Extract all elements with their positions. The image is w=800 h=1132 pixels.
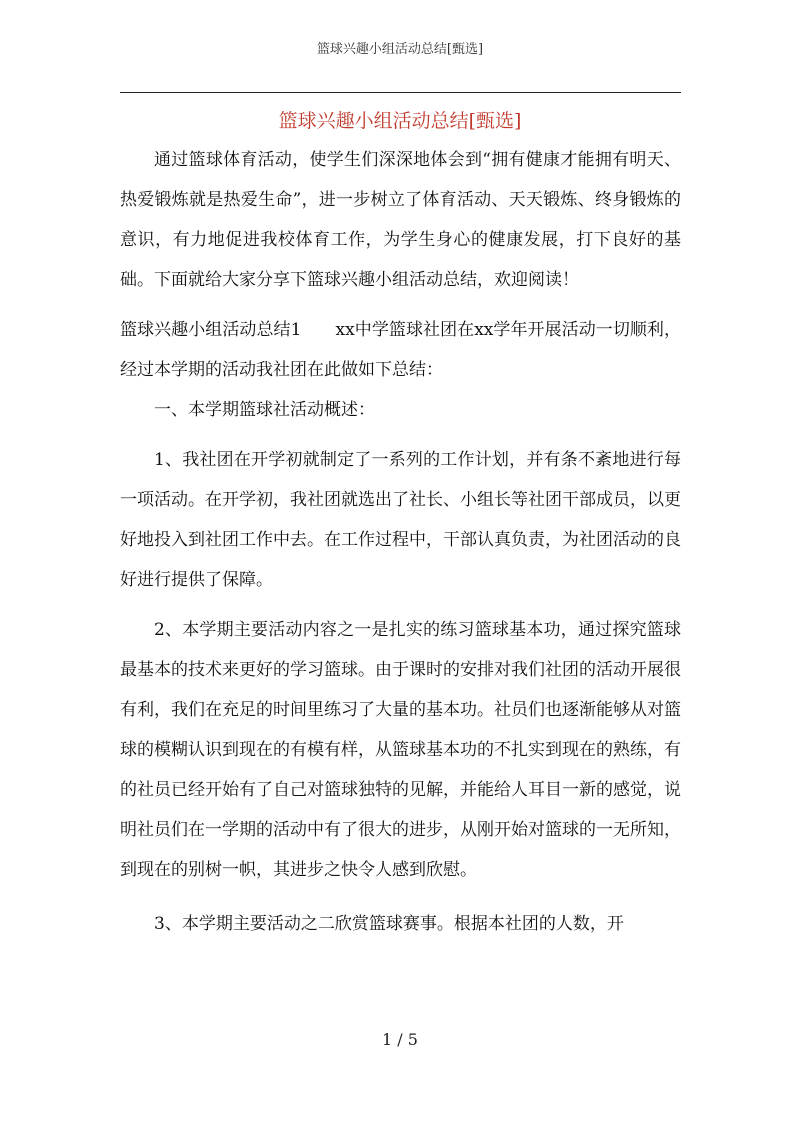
running-header: 篮球兴趣小组活动总结[甄选] [316,42,484,57]
document-title: 篮球兴趣小组活动总结[甄选] [278,110,522,132]
document-body [120,140,681,954]
header-divider [120,92,681,93]
paragraph-item-1: 1、我社团在开学初就制定了一系列的工作计划，并有条不紊地进行每一项活动。在开学初，我社团就选出了社长、小组长等社团干部成员，以更好地投入到社团工作中去。在工作过程中，干部认真负责，为社团活动的良好进行提供了保障。 [120,450,681,590]
paragraph-item-3: 3、本学期主要活动之二欣赏篮球赛事。根据本社团的人数，开 [154,914,624,934]
paragraph-item-2: 2、本学期主要活动内容之一是扎实的练习篮球基本功，通过探究篮球最基本的技术来更好的学习篮球。由于课时的安排对我们社团的活动开展很有利，我们在充足的时间里练习了大量的基本功。社员们也逐渐能够从对篮球的模糊认识到现在的有模有样，从篮球基本功的不扎实到现在的熟练，有的社员已经开始有了自己对篮球独特的见解，并能给人耳目一新的感觉，说明社员们在一学期的活动中有了很大的进步，从刚开始对篮球的一无所知，到现在的别树一帜，其进步之快令人感到欣慰。 [120,620,681,880]
section-heading-overview: 一、本学期篮球社活动概述： [154,400,375,420]
paragraph-intro: 通过篮球体育活动，使学生们深深地体会到“拥有健康才能拥有明天、热爱锻炼就是热爱生命”，进一步树立了体育活动、天天锻炼、终身锻炼的意识，有力地促进我校体育工作，为学生身心的健康发展，打下良好的基础。下面就给大家分享下篮球兴趣小组活动总结，欢迎阅读！ [120,150,681,290]
page-number: 1 / 5 [382,1030,418,1049]
paragraph-summary-heading: 篮球兴趣小组活动总结1 xx中学篮球社团在xx学年开展活动一切顺利，经过本学期的活动我社团在此做如下总结： [120,320,681,380]
